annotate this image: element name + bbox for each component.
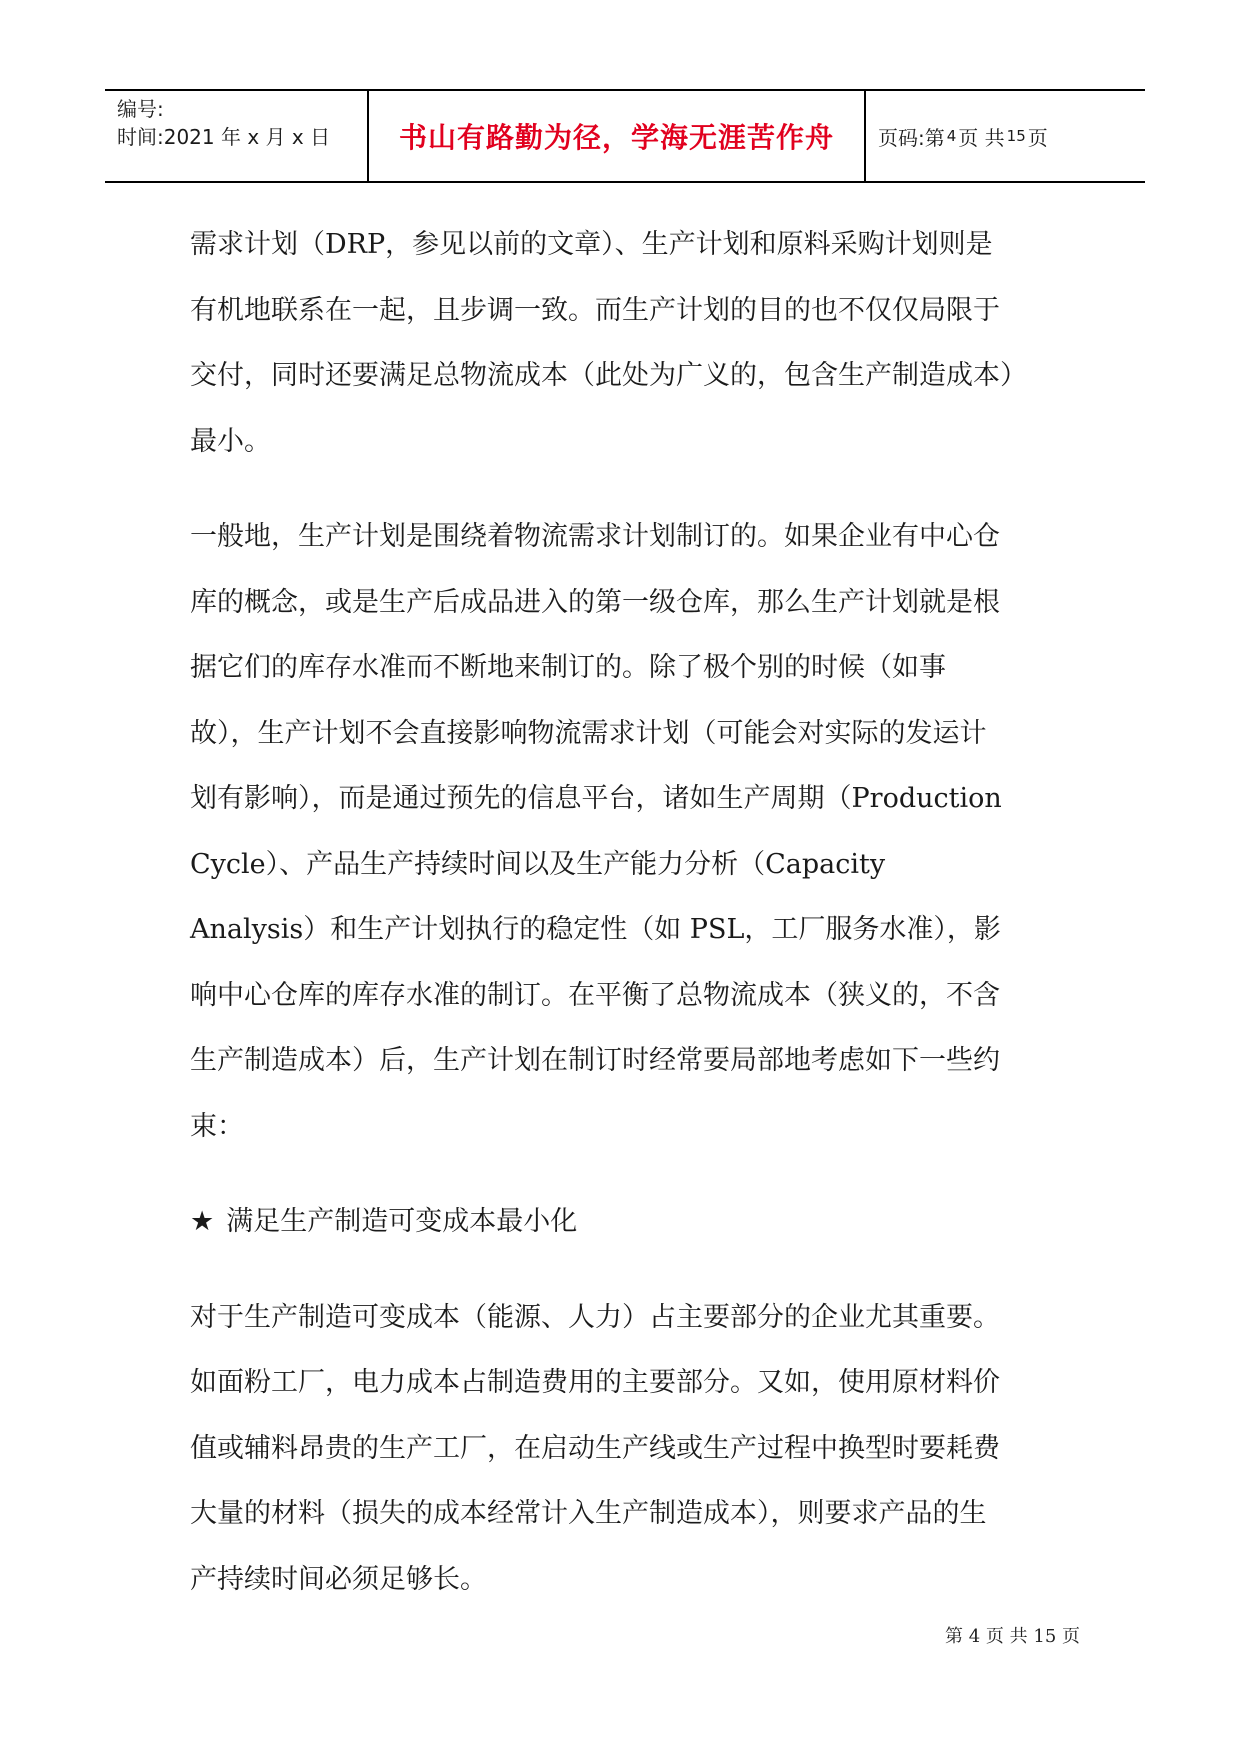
document-number-label: 编号: xyxy=(117,97,164,121)
text-line: 束： xyxy=(190,1110,244,1142)
text-line: Cycle）、产品生产持续时间以及生产能力分析（Capacity xyxy=(190,848,886,880)
text-line: 最小。 xyxy=(190,425,271,457)
text-line: 故），生产计划不会直接影响物流需求计划（可能会对实际的发运计 xyxy=(190,717,987,749)
text-line: 据它们的库存水准而不断地来制订的。除了极个别的时候（如事 xyxy=(190,652,946,683)
header-info-cell xyxy=(105,91,369,181)
page-label: 页码:第 xyxy=(878,125,945,150)
bullet-item xyxy=(190,1189,1070,1255)
text-line: 值或辅料昂贵的生产工厂，在启动生产线或生产过程中换型时要耗费 xyxy=(190,1432,1000,1464)
text-line: 响中心仓库的库存水准的制订。在平衡了总物流成本（狭义的，不含 xyxy=(190,979,1000,1011)
page-end-label: 页 xyxy=(1027,125,1048,150)
star-icon: ★ xyxy=(190,1206,215,1237)
text-line: 划有影响），而是通过预先的信息平台，诸如生产周期（Production xyxy=(190,783,1002,814)
text-line: 交付，同时还要满足总物流成本（此处为广义的，包含生产制造成本） xyxy=(190,360,1027,391)
text-line: 对于生产制造可变成本（能源、人力）占主要部分的企业尤其重要。 xyxy=(190,1301,1000,1333)
paragraph-3 xyxy=(190,1285,1070,1613)
text-line: 大量的材料（损失的成本经常计入生产制造成本），则要求产品的生 xyxy=(190,1498,987,1529)
paragraph-2 xyxy=(190,504,1070,1159)
header-motto-cell xyxy=(369,91,866,181)
text-line: Analysis）和生产计划执行的稳定性（如 PSL，工厂服务水准），影 xyxy=(190,914,1001,945)
text-line: 如面粉工厂，电力成本占制造费用的主要部分。又如，使用原材料价 xyxy=(190,1367,1000,1398)
page-number: 4 xyxy=(946,127,957,145)
page-total: 15 xyxy=(1006,127,1026,145)
text-line: 产持续时间必须足够长。 xyxy=(190,1563,487,1595)
text-line: 需求计划（DRP，参见以前的文章）、生产计划和原料采购计划则是 xyxy=(190,229,993,260)
page-footer: 第 4 页 共 15 页 xyxy=(945,1626,1080,1647)
text-line: 有机地联系在一起，且步调一致。而生产计划的目的也不仅仅局限于 xyxy=(190,294,1000,326)
bullet-text: 满足生产制造可变成本最小化 xyxy=(226,1206,578,1237)
document-header xyxy=(105,89,1145,183)
header-motto: 书山有路勤为径，学海无涯苦作舟 xyxy=(398,121,834,154)
header-page-cell xyxy=(866,91,1145,181)
text-line: 生产制造成本）后，生产计划在制订时经常要局部地考虑如下一些约 xyxy=(190,1045,1000,1076)
text-line: 一般地，生产计划是围绕着物流需求计划制订的。如果企业有中心仓 xyxy=(190,521,1000,552)
text-line: 库的概念，或是生产后成品进入的第一级仓库，那么生产计划就是根 xyxy=(190,586,1000,618)
document-time-label: 时间:2021 年 x 月 x 日 xyxy=(117,125,331,149)
document-body xyxy=(190,212,1070,1612)
page-mid-label: 页 共 xyxy=(958,125,1005,150)
paragraph-1 xyxy=(190,212,1070,474)
